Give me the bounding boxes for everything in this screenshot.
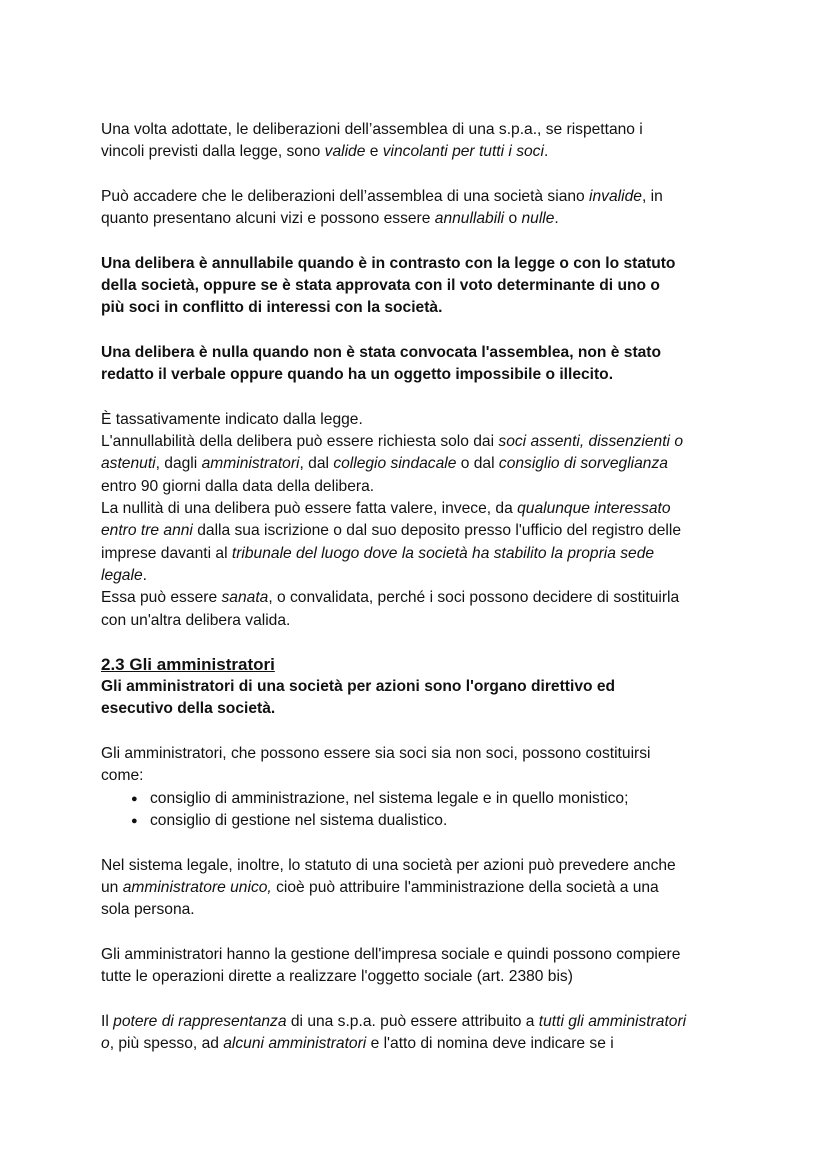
- paragraph: [101, 944, 761, 989]
- bullet-item: ● consiglio di gestione nel sistema dualistico.: [101, 810, 761, 832]
- bold-text: redatto il verbale oppure quando ha un oggetto impossibile o illecito.: [101, 366, 614, 384]
- text-line: [101, 208, 761, 230]
- text-line: [101, 565, 761, 587]
- italic-text: astenuti: [101, 455, 156, 473]
- text-line: [101, 297, 761, 319]
- paragraph: [101, 1011, 761, 1056]
- text-segment: , o convalidata, perché i soci possono decidere di sostituirla: [268, 589, 680, 607]
- text-line: [101, 743, 761, 765]
- text-segment: dalla sua iscrizione o dal suo deposito presso l'ufficio del registro delle: [192, 522, 681, 540]
- section-heading: 2.3 Gli amministratori: [101, 655, 275, 675]
- paragraph: [101, 253, 761, 320]
- text-line: [101, 587, 761, 609]
- text-segment: imprese davanti al: [101, 544, 232, 562]
- text-segment: Essa può essere: [101, 589, 222, 607]
- text-line: [101, 186, 761, 208]
- text-segment: un: [101, 878, 123, 896]
- italic-text: consiglio di sorveglianza: [498, 455, 668, 473]
- text-segment: , più spesso, ad: [109, 1034, 224, 1052]
- bold-text: Una delibera è annullabile quando è in contrasto con la legge o con lo statuto: [101, 254, 676, 272]
- text-line: [101, 498, 761, 520]
- text-segment: L'annullabilità della delibera può essere richiesta solo dai: [101, 433, 499, 451]
- text-segment: Nel sistema legale, inoltre, lo statuto di una società per azioni può prevedere anche: [101, 856, 676, 874]
- document-page: [101, 119, 761, 1077]
- bold-text: più soci in conflitto di interessi con la società.: [101, 299, 443, 317]
- text-line: [101, 364, 761, 386]
- text-line: [101, 676, 761, 698]
- text-segment: , dal: [299, 455, 334, 473]
- text-segment: Gli amministratori, che possono essere sia soci sia non soci, possono costituirsi: [101, 745, 651, 763]
- italic-text: qualunque interessato: [517, 500, 671, 518]
- italic-text: entro tre anni: [101, 522, 193, 540]
- text-line: [101, 342, 761, 364]
- text-segment: entro 90 giorni dalla data della delibera.: [101, 477, 375, 495]
- italic-text: potere di rappresentanza: [113, 1012, 287, 1030]
- italic-text: amministratori: [201, 455, 300, 473]
- text-segment: e: [365, 143, 383, 161]
- bold-text: Gli amministratori di una società per azioni sono l'organo direttivo ed: [101, 678, 616, 696]
- bullet-item: ● consiglio di amministrazione, nel sistema legale e in quello monistico;: [101, 788, 761, 810]
- text-segment: come:: [101, 767, 144, 785]
- bold-text: della società, oppure se è stata approvata con il voto determinante di uno o: [101, 277, 660, 295]
- text-line: [101, 275, 761, 297]
- text-line: [101, 476, 761, 498]
- bold-text: Una delibera è nulla quando non è stata convocata l'assemblea, non è stato: [101, 343, 662, 361]
- text-line: [101, 877, 761, 899]
- text-segment: Può accadere che le deliberazioni dell’assemblea di una società siano: [101, 187, 590, 205]
- text-line: [101, 409, 761, 431]
- paragraph: [101, 855, 761, 922]
- text-line: [101, 520, 761, 542]
- italic-text: collegio sindacale: [333, 455, 457, 473]
- text-segment: e l'atto di nomina deve indicare se i: [366, 1034, 614, 1052]
- italic-text: nulle: [521, 210, 555, 228]
- text-segment: .: [142, 566, 147, 584]
- text-line: [101, 944, 761, 966]
- text-segment: È tassativamente indicato dalla legge.: [101, 410, 363, 428]
- text-segment: .: [543, 143, 549, 161]
- bullet-list: [101, 788, 761, 833]
- text-segment: con un'altra delibera valida.: [101, 611, 291, 629]
- text-segment: o dal: [456, 455, 499, 473]
- text-segment: cioè può attribuire l'amministrazione della società a una: [271, 878, 659, 896]
- paragraph: [101, 409, 761, 632]
- italic-text: alcuni amministratori: [223, 1034, 367, 1052]
- italic-text: amministratore unico,: [122, 878, 272, 896]
- text-segment: Gli amministratori hanno la gestione dell'impresa sociale e quindi possono compiere: [101, 945, 681, 963]
- italic-text: o: [101, 1034, 110, 1052]
- paragraph: [101, 342, 761, 387]
- text-line: [101, 899, 761, 921]
- italic-text: soci assenti, dissenzienti o: [498, 433, 684, 451]
- text-segment: di una s.p.a. può essere attribuito a: [286, 1012, 539, 1030]
- text-segment: .: [554, 210, 559, 228]
- text-segment: quanto presentano alcuni vizi e possono essere: [101, 210, 435, 228]
- text-line: [101, 253, 761, 275]
- paragraph: [101, 743, 761, 788]
- bold-text: esecutivo della società.: [101, 700, 276, 718]
- italic-text: tutti gli amministratori: [538, 1012, 687, 1030]
- text-line: [101, 141, 761, 163]
- text-segment: tutte le operazioni dirette a realizzare l'oggetto sociale (art. 2380 bis): [101, 967, 573, 985]
- text-segment: La nullità di una delibera può essere fatta valere, invece, da: [101, 500, 518, 518]
- text-line: [101, 966, 761, 988]
- text-line: [101, 698, 761, 720]
- italic-text: legale: [101, 566, 143, 584]
- text-line: [101, 855, 761, 877]
- text-line: [101, 610, 761, 632]
- text-segment: , in: [641, 187, 663, 205]
- text-line: [101, 119, 761, 141]
- text-segment: Il: [101, 1012, 114, 1030]
- text-line: [101, 453, 761, 475]
- paragraph: [101, 119, 761, 164]
- italic-text: invalide: [589, 187, 642, 205]
- text-segment: Una volta adottate, le deliberazioni dell’assemblea di una s.p.a., se rispettano i: [101, 121, 643, 138]
- paragraph: [101, 186, 761, 231]
- italic-text: tribunale del luogo dove la società ha stabilito la propria sede: [231, 544, 655, 562]
- text-segment: o: [504, 210, 522, 228]
- text-line: [101, 431, 761, 453]
- text-line: [101, 765, 761, 787]
- text-segment: sola persona.: [101, 901, 195, 919]
- italic-text: valide: [324, 143, 366, 161]
- paragraph: [101, 676, 761, 721]
- text-line: [101, 543, 761, 565]
- italic-text: vincolanti per tutti i soci: [382, 143, 544, 161]
- text-line: [101, 1011, 761, 1033]
- text-line: [101, 1033, 761, 1055]
- italic-text: sanata: [221, 589, 269, 607]
- text-segment: , dagli: [155, 455, 202, 473]
- italic-text: annullabili: [434, 210, 505, 228]
- text-segment: vincoli previsti dalla legge, sono: [101, 143, 325, 161]
